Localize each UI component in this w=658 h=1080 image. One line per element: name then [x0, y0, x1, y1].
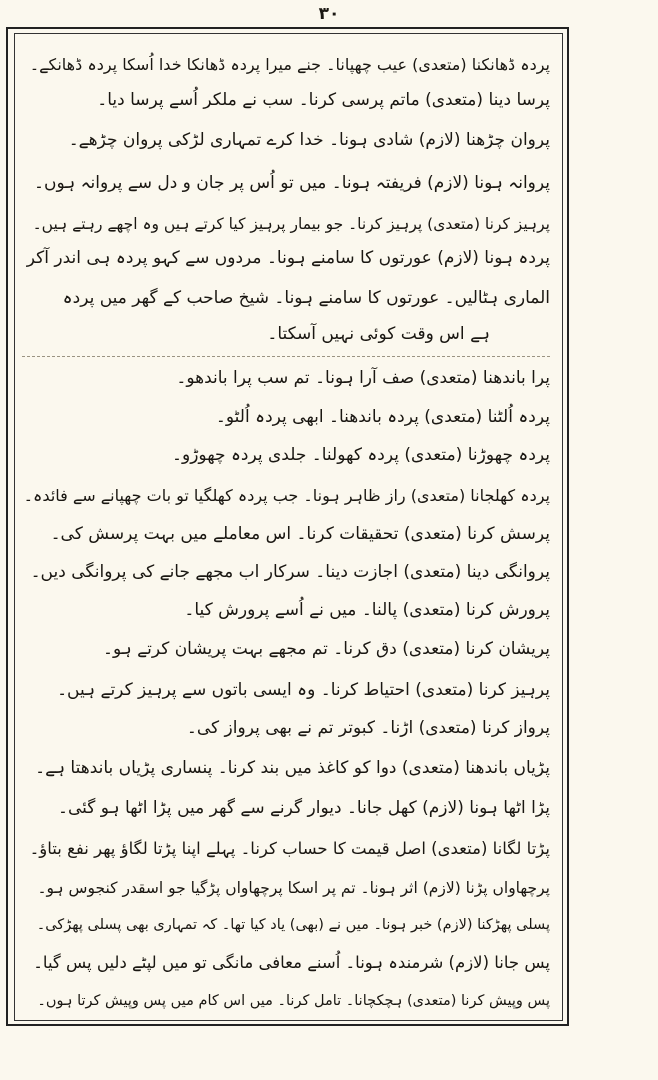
entry-line: پرسش کرنا (متعدی) تحقیقات کرنا۔ اس معاملے میں بہت پرسش کی۔	[50, 524, 550, 544]
entry-line: پروانگی دینا (متعدی) اجازت دینا۔ سرکار اب مجھے جانے کی پروانگی دیں۔	[30, 562, 550, 582]
section-rule	[22, 356, 550, 358]
entry-line: پروان چڑھنا (لازم) شادی ہونا۔ خدا کرے تمہاری لڑکی پروان چڑھے۔	[68, 130, 550, 150]
entry-line: پردہ اُلٹنا (متعدی) پردہ باندھنا۔ ابھی پردہ اُلٹو۔	[215, 407, 550, 427]
entry-line: پرسا دینا (متعدی) ماتم پرسی کرنا۔ سب نے ملکر اُسے پرسا دیا۔	[97, 90, 550, 110]
entry-line: پرا باندھنا (متعدی) صف آرا ہونا۔ تم سب پرا باندھو۔	[176, 368, 550, 388]
entry-line: پرچھاواں پڑنا (لازم) اثر ہونا۔ تم پر اسکا پرچھاواں پڑگیا جو اسقدر کنجوس ہو۔	[37, 879, 550, 897]
entry-line: پرہیز کرنا (متعدی) احتیاط کرنا۔ وہ ایسی باتوں سے پرہیز کرتے ہیں۔	[57, 680, 550, 700]
entry-line: پڑتا لگانا (متعدی) اصل قیمت کا حساب کرنا۔ پہلے اپنا پڑتا لگاؤ پھر نفع بتاؤ۔	[29, 839, 550, 858]
entry-line: پردہ چھوڑنا (متعدی) پردہ کھولنا۔ جلدی پردہ چھوڑو۔	[172, 445, 550, 465]
entry-line: پردہ ڈھانکنا (متعدی) عیب چھپانا۔ جنے میرا پردہ ڈھانکا خدا اُسکا پردہ ڈھانکے۔	[29, 55, 550, 74]
entry-line: پریشان کرنا (متعدی) دق کرنا۔ تم مجھے بہت پریشان کرتے ہو۔	[103, 639, 550, 659]
entry-line: پردہ کھلجانا (متعدی) راز ظاہر ہونا۔ جب پردہ کھلگیا تو بات چھپانے سے فائدہ۔	[23, 486, 550, 505]
entry-line: پڑا اٹھا ہونا (لازم) کھل جانا۔ دیوار گرنے سے گھر میں پڑا اٹھا ہو گئی۔	[58, 798, 550, 818]
entry-line: پرہیز کرنا (متعدی) پرہیز کرنا۔ جو بیمار پرہیز کیا کرتے ہیں وہ اچھے رہتے ہیں۔	[32, 215, 550, 233]
page-number: ۳۰	[318, 4, 340, 24]
entry-line: پردہ ہونا (لازم) عورتوں کا سامنے ہونا۔ مردوں سے کہو پردہ ہی اندر آکر	[26, 248, 550, 268]
entry-line: پس وپیش کرنا (متعدی) ہچکچانا۔ تامل کرنا۔ میں اس کام میں پس وپیش کرتا ہوں۔	[37, 993, 550, 1009]
entry-line: پس جانا (لازم) شرمندہ ہونا۔ اُسنے معافی مانگی تو میں لپٹے دلیں پس گیا۔	[33, 953, 550, 972]
entry-line: پسلی پھڑکنا (لازم) خبر ہونا۔ میں نے (بھی) یاد کیا تھا۔ کہ تمہاری بھی پسلی پھڑکی۔	[36, 917, 550, 933]
entry-line: پروانہ ہونا (لازم) فریفتہ ہونا۔ میں تو اُس پر جان و دل سے پروانہ ہوں۔	[34, 173, 550, 193]
entry-line: الماری ہٹالیں۔ عورتوں کا سامنے ہونا۔ شیخ صاحب کے گھر میں پردہ	[62, 288, 550, 308]
entry-line: پڑیاں باندھنا (متعدی) دوا کو کاغذ میں بند کرنا۔ پنساری پڑیاں باندھتا ہے۔	[35, 758, 550, 778]
entry-line: پرورش کرنا (متعدی) پالنا۔ میں نے اُسے پرورش کیا۔	[184, 600, 550, 620]
entry-line: پرواز کرنا (متعدی) اڑنا۔ کبوتر تم نے بھی پرواز کی۔	[186, 718, 550, 738]
entry-line: ہے اس وقت کوئی نہیں آسکتا۔	[267, 324, 490, 344]
